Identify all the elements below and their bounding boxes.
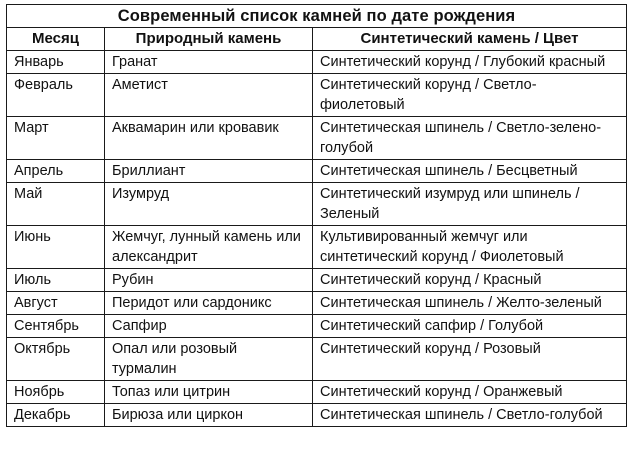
synthetic-stone-cell: Синтетическая шпинель / Светло-зелено-голубой	[313, 117, 627, 160]
table-row	[7, 183, 627, 226]
synthetic-stone-cell: Синтетическая шпинель / Бесцветный	[313, 160, 627, 183]
month-cell: Август	[7, 292, 105, 315]
synthetic-stone-cell: Синтетическая шпинель / Светло-голубой	[313, 404, 627, 427]
table-row	[7, 117, 627, 160]
natural-stone-cell: Опал или розовый турмалин	[105, 338, 313, 381]
birthstone-table	[6, 4, 627, 427]
table-row	[7, 269, 627, 292]
month-cell: Апрель	[7, 160, 105, 183]
header-row	[7, 28, 627, 51]
synthetic-stone-cell: Синтетический сапфир / Голубой	[313, 315, 627, 338]
month-cell: Декабрь	[7, 404, 105, 427]
month-cell: Май	[7, 183, 105, 226]
table-row	[7, 338, 627, 381]
title-row	[7, 5, 627, 28]
natural-stone-cell: Топаз или цитрин	[105, 381, 313, 404]
natural-stone-cell: Аметист	[105, 74, 313, 117]
synthetic-stone-cell: Синтетический корунд / Розовый	[313, 338, 627, 381]
natural-stone-cell: Жемчуг, лунный камень или александрит	[105, 226, 313, 269]
table-row	[7, 226, 627, 269]
natural-stone-cell: Бриллиант	[105, 160, 313, 183]
table-body	[7, 51, 627, 427]
table-row	[7, 292, 627, 315]
synthetic-stone-cell: Синтетический корунд / Красный	[313, 269, 627, 292]
natural-stone-cell: Аквамарин или кровавик	[105, 117, 313, 160]
natural-stone-cell: Сапфир	[105, 315, 313, 338]
table-row	[7, 404, 627, 427]
natural-stone-cell: Перидот или сардоникс	[105, 292, 313, 315]
table-title: Современный список камней по дате рождения	[7, 5, 627, 28]
column-header-synthetic-stone: Синтетический камень / Цвет	[313, 28, 627, 51]
natural-stone-cell: Изумруд	[105, 183, 313, 226]
synthetic-stone-cell: Синтетический изумруд или шпинель / Зеленый	[313, 183, 627, 226]
synthetic-stone-cell: Синтетический корунд / Светло-фиолетовый	[313, 74, 627, 117]
month-cell: Ноябрь	[7, 381, 105, 404]
natural-stone-cell: Бирюза или циркон	[105, 404, 313, 427]
table-row	[7, 315, 627, 338]
month-cell: Октябрь	[7, 338, 105, 381]
column-header-month: Месяц	[7, 28, 105, 51]
column-header-natural-stone: Природный камень	[105, 28, 313, 51]
month-cell: Июль	[7, 269, 105, 292]
table-row	[7, 74, 627, 117]
table-row	[7, 160, 627, 183]
month-cell: Февраль	[7, 74, 105, 117]
table-row	[7, 51, 627, 74]
table-row	[7, 381, 627, 404]
natural-stone-cell: Рубин	[105, 269, 313, 292]
natural-stone-cell: Гранат	[105, 51, 313, 74]
synthetic-stone-cell: Синтетический корунд / Глубокий красный	[313, 51, 627, 74]
synthetic-stone-cell: Синтетическая шпинель / Желто-зеленый	[313, 292, 627, 315]
synthetic-stone-cell: Культивированный жемчуг или синтетический корунд / Фиолетовый	[313, 226, 627, 269]
synthetic-stone-cell: Синтетический корунд / Оранжевый	[313, 381, 627, 404]
month-cell: Январь	[7, 51, 105, 74]
month-cell: Сентябрь	[7, 315, 105, 338]
month-cell: Март	[7, 117, 105, 160]
birthstone-document	[6, 4, 626, 427]
month-cell: Июнь	[7, 226, 105, 269]
